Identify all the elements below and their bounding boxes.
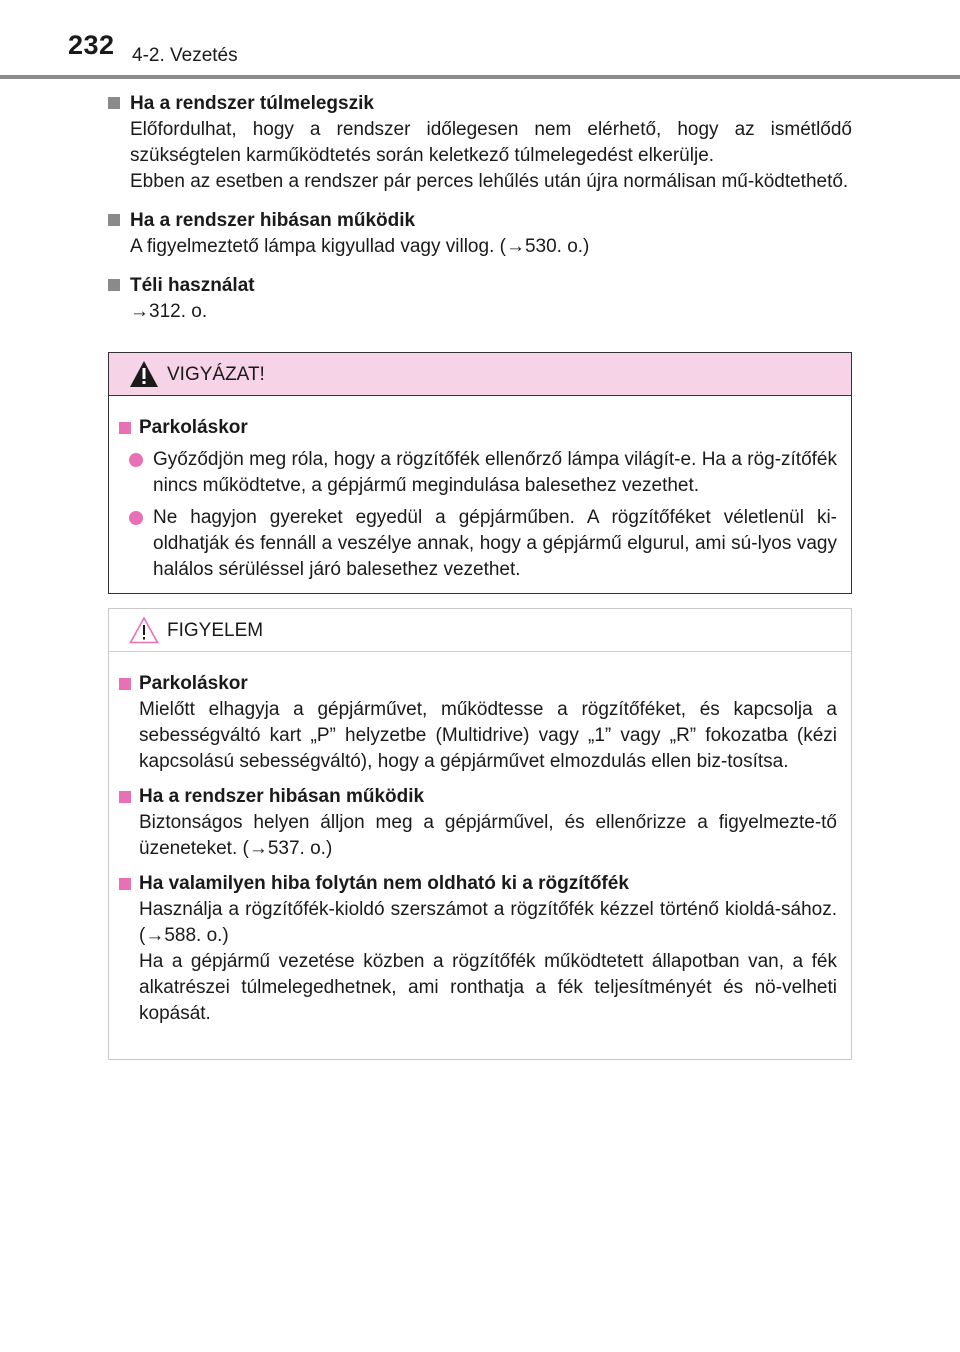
notice-section-title: Parkoláskor bbox=[119, 670, 837, 697]
page-number: 232 bbox=[68, 30, 115, 60]
section-title: Ha a rendszer túlmelegszik bbox=[108, 90, 852, 117]
round-bullet-icon bbox=[129, 511, 143, 525]
round-bullet-icon bbox=[129, 453, 143, 467]
section-winter-use bbox=[108, 272, 852, 325]
square-bullet-icon bbox=[119, 678, 131, 690]
notice-section-title: Ha a rendszer hibásan működik bbox=[119, 783, 837, 810]
section-text: A figyelmeztető lámpa kigyullad vagy villog. (→530. o.) bbox=[130, 236, 590, 257]
notice-text: Ha a gépjármű vezetése közben a rögzítőfék működtetett állapotban van, a fék alkatrészei túlmelegedhetnek, ami ronthatja a fék teljesítményét és nö-velheti kopását. bbox=[139, 951, 837, 1024]
square-bullet-icon bbox=[108, 214, 120, 226]
section-malfunction bbox=[108, 207, 852, 260]
square-bullet-icon bbox=[108, 279, 120, 291]
notice-text: Használja a rögzítőfék-kioldó szerszámot a rögzítőfék kézzel történő kioldá-sához. (→588. o.) bbox=[139, 899, 837, 946]
square-bullet-icon bbox=[119, 791, 131, 803]
chapter-title: 4-2. Vezetés bbox=[132, 45, 238, 66]
notice-text: Biztonságos helyen álljon meg a gépjárművel, és ellenőrizze a figyelmezte-tő üzeneteket. (→537. o.) bbox=[139, 812, 837, 859]
warning-box bbox=[108, 352, 852, 594]
warning-title: VIGYÁZAT! bbox=[167, 364, 265, 385]
notice-section-title: Ha valamilyen hiba folytán nem oldható ki a rögzítőfék bbox=[119, 870, 837, 897]
warning-item: Győződjön meg róla, hogy a rögzítőfék ellenőrző lámpa világít-e. Ha a rög-zítőfék nincs működtetve, a gépjármű megindulása balesethez vezethet. bbox=[119, 447, 837, 499]
header-divider bbox=[0, 75, 960, 79]
notice-box bbox=[108, 608, 852, 1060]
warning-body bbox=[109, 396, 851, 583]
warning-triangle-outline-icon bbox=[129, 616, 159, 644]
warning-title-bar bbox=[109, 353, 851, 396]
section-title: Téli használat bbox=[108, 272, 852, 299]
section-title: Ha a rendszer hibásan működik bbox=[108, 207, 852, 234]
notice-body bbox=[109, 652, 851, 1027]
page-header bbox=[0, 0, 960, 80]
square-bullet-icon bbox=[108, 97, 120, 109]
section-overheat bbox=[108, 90, 852, 195]
main-content bbox=[108, 90, 852, 325]
warning-section-title: Parkoláskor bbox=[119, 414, 837, 441]
notice-title-bar bbox=[109, 609, 851, 652]
warning-item: Ne hagyjon gyereket egyedül a gépjárműben. A rögzítőféket véletlenül ki-oldhatják és fennáll a veszélye annak, hogy a gépjármű elgurul, ami sú-lyos vagy halálos sérüléssel járó balesethez vezethet. bbox=[119, 505, 837, 583]
notice-text: Mielőtt elhagyja a gépjárművet, működtesse a rögzítőféket, és kapcsolja a sebességváltó kart „P” helyzetbe (Multidrive) vagy „1” vagy „R” fokozatba (kézi kapcsolású sebességváltó), hogy a gépjárművet elmozdulás ellen biz-tosítsa. bbox=[139, 699, 837, 772]
section-text: Ebben az esetben a rendszer pár perces lehűlés után újra normálisan mű-ködtethető. bbox=[130, 171, 849, 192]
square-bullet-icon bbox=[119, 878, 131, 890]
notice-title: FIGYELEM bbox=[167, 620, 264, 641]
square-bullet-icon bbox=[119, 422, 131, 434]
section-text: Előfordulhat, hogy a rendszer időlegesen nem elérhető, hogy az ismétlődő szükségtelen karműködtetés során keletkező túlmelegedést elkerülje. bbox=[130, 119, 852, 166]
section-text: →312. o. bbox=[130, 301, 208, 322]
warning-triangle-filled-icon bbox=[129, 360, 159, 388]
